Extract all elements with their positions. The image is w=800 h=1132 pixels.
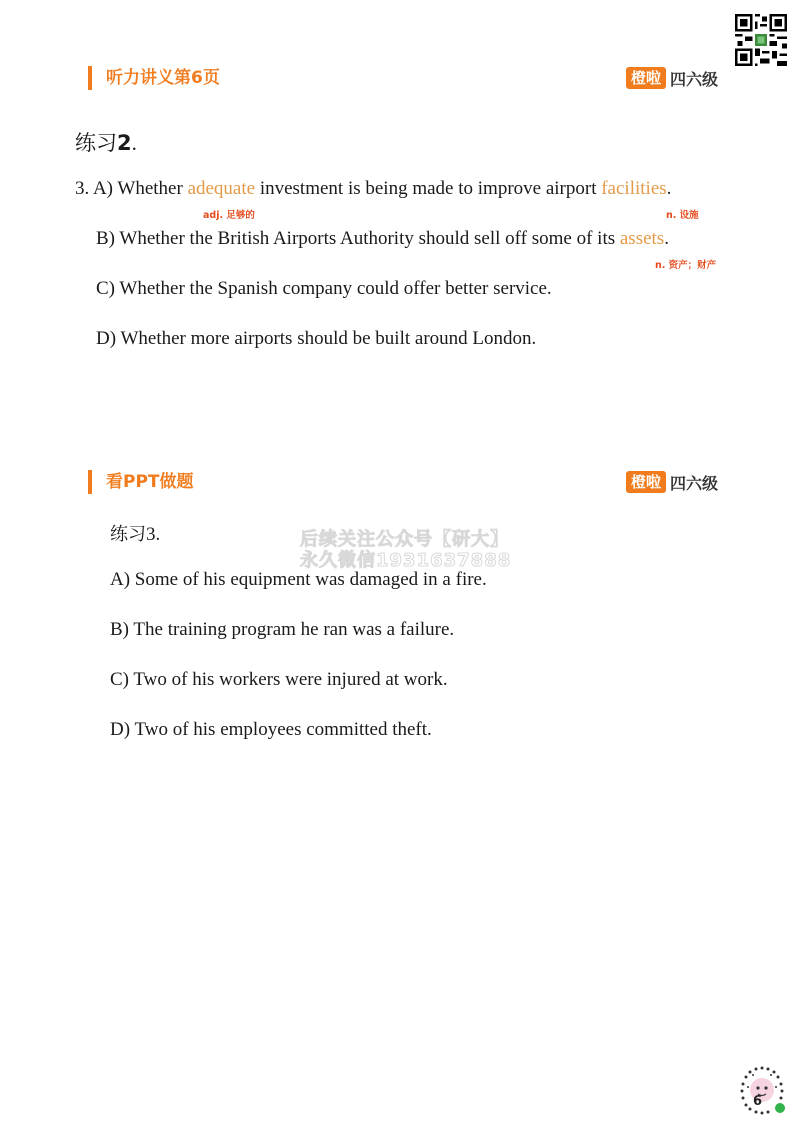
- brand-text: 四六级: [669, 473, 718, 493]
- brand-badge: 橙啦: [626, 67, 666, 89]
- section-header-lecture: [88, 65, 718, 91]
- highlight-facilities: facilities: [601, 178, 667, 199]
- section-title: 看PPT做题: [106, 472, 194, 492]
- question-3-option-a: 3. A) Whether adequate investment is being made to improve airport facilities.: [75, 178, 672, 199]
- exercise-3-option-c: C) Two of his workers were injured at work.: [110, 669, 448, 690]
- note-adequate: adj. 足够的: [203, 210, 255, 221]
- watermark-line-2: 永久微信1931637888: [300, 550, 512, 571]
- exercise-3-option-b: B) The training program he ran was a failure.: [110, 619, 455, 640]
- section-accent-bar: [88, 470, 92, 494]
- watermark-line-1: 后续关注公众号【研大】: [300, 529, 509, 550]
- question-3-option-c: C) Whether the Spanish company could offer better service.: [96, 278, 552, 299]
- brand-logo: [626, 470, 718, 494]
- section-title: 听力讲义第6页: [106, 68, 220, 88]
- exercise-3-option-a: A) Some of his equipment was damaged in a fire.: [110, 569, 487, 590]
- exercise-3-heading: 练习3.: [110, 524, 161, 545]
- question-3-option-b: B) Whether the British Airports Authority should sell off some of its assets.: [96, 228, 669, 249]
- qr-code-icon: [735, 14, 787, 66]
- brand-text: 四六级: [669, 69, 718, 89]
- mini-program-code-icon: [734, 1062, 790, 1118]
- section-accent-bar: [88, 66, 92, 90]
- brand-badge: 橙啦: [626, 471, 666, 493]
- exercise-3-option-d: D) Two of his employees committed theft.: [110, 719, 432, 740]
- question-3-option-d: D) Whether more airports should be built around London.: [96, 328, 537, 349]
- highlight-assets: assets: [619, 228, 665, 249]
- exercise-2-heading: 练习2.: [75, 131, 137, 155]
- note-facilities: n. 设施: [666, 210, 699, 221]
- brand-logo: [626, 66, 718, 90]
- note-assets: n. 资产；财产: [655, 260, 717, 271]
- section-header-ppt: [88, 469, 718, 495]
- highlight-adequate: adequate: [187, 178, 256, 199]
- page-number: 6: [753, 1094, 763, 1109]
- page-number-sticker: [734, 1062, 790, 1118]
